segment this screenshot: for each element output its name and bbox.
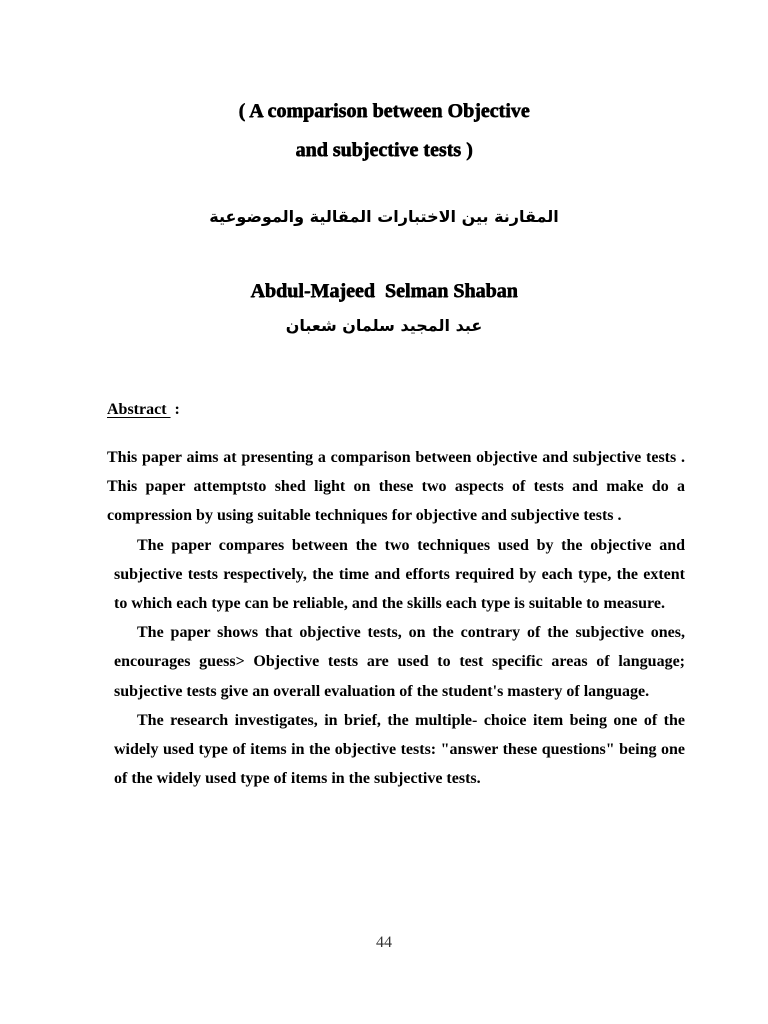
abstract-paragraph-2: The paper compares between the two techniques used by the objective and subjective tests respectively, the time and efforts required by each type, the extent to which each type can be reliable, and the skills each type is suitable to measure. [114,536,685,613]
arabic-title: المقارنة بين الاختبارات المقالية والموضوعية [209,207,559,226]
abstract-heading-colon: : [170,401,180,418]
abstract-paragraph-3: The paper shows that objective tests, on the contrary of the subjective ones, encourages guess> Objective tests are used to test specific areas of language; subjective tests give an overall evaluation of the student's mastery of language. [114,624,685,700]
paper-title-line-2: and subjective tests ) [295,139,473,161]
author-arabic-name: عبد المجيد سلمان شعبان [285,316,483,335]
abstract-heading [107,401,180,419]
abstract-paragraph-4: The research investigates, in brief, the multiple- choice item being one of the widely used type of items in the objective tests: "answer these questions" being one of the widely used type of items in the subjective tests. [114,711,685,788]
abstract-body [107,443,685,793]
abstract-heading-label: Abstract [107,401,171,418]
paper-title-line-1: ( A comparison between Objective [238,100,530,122]
abstract-paragraph-1: This paper aims at presenting a comparison between objective and subjective tests . This paper attemptsto shed light on these two aspects of tests and make do a compression by using suitable techniques for objective and subjective tests . [107,449,685,525]
page-number: 44 [376,934,392,951]
author-name: Abdul-Majeed Selman Shaban [250,280,518,302]
